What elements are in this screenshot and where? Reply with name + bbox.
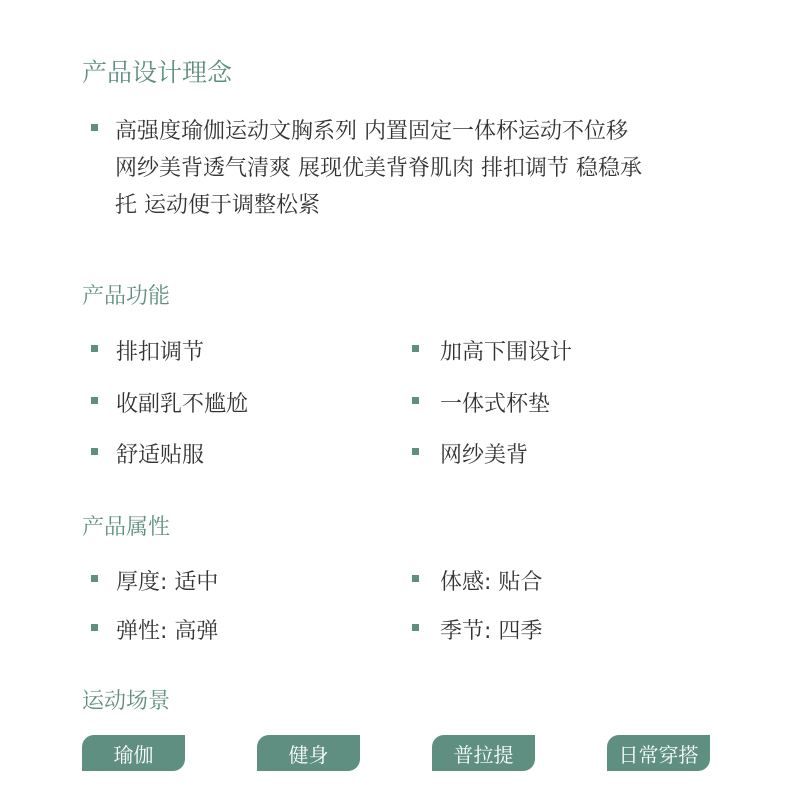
concept-title: 产品设计理念: [82, 58, 233, 87]
attribute-item: 厚度: 适中: [116, 570, 219, 595]
function-bullet: [91, 345, 98, 352]
attribute-bullet: [91, 624, 98, 631]
functions-title: 产品功能: [82, 284, 171, 309]
concept-line-3: 托 运动便于调整松紧: [115, 193, 320, 218]
concept-bullet: [91, 124, 98, 131]
concept-line-2: 网纱美背透气清爽 展现优美背脊肌肉 排扣调节 稳稳承: [115, 156, 642, 181]
function-bullet: [91, 448, 98, 455]
function-bullet: [412, 448, 419, 455]
attributes-title: 产品属性: [82, 515, 171, 540]
function-item: 排扣调节: [116, 340, 205, 365]
function-item: 收副乳不尴尬: [116, 392, 249, 417]
attribute-bullet: [412, 575, 419, 582]
function-item: 网纱美背: [440, 443, 529, 468]
function-bullet: [412, 397, 419, 404]
function-bullet: [91, 397, 98, 404]
attribute-bullet: [91, 575, 98, 582]
attribute-item: 季节: 四季: [440, 619, 543, 644]
scene-tag-daily-wear: 日常穿搭: [607, 735, 710, 771]
concept-line-1: 高强度瑜伽运动文胸系列 内置固定一体杯运动不位移: [115, 119, 628, 144]
attribute-bullet: [412, 624, 419, 631]
function-item: 一体式杯垫: [440, 392, 551, 417]
function-item: 舒适贴服: [116, 443, 205, 468]
attribute-item: 弹性: 高弹: [116, 619, 219, 644]
scene-tag-yoga: 瑜伽: [82, 735, 185, 771]
attribute-item: 体感: 贴合: [440, 570, 543, 595]
scene-tag-fitness: 健身: [257, 735, 360, 771]
scene-tag-pilates: 普拉提: [432, 735, 535, 771]
function-item: 加高下围设计: [440, 340, 573, 365]
function-bullet: [412, 345, 419, 352]
scenes-title: 运动场景: [82, 689, 171, 714]
